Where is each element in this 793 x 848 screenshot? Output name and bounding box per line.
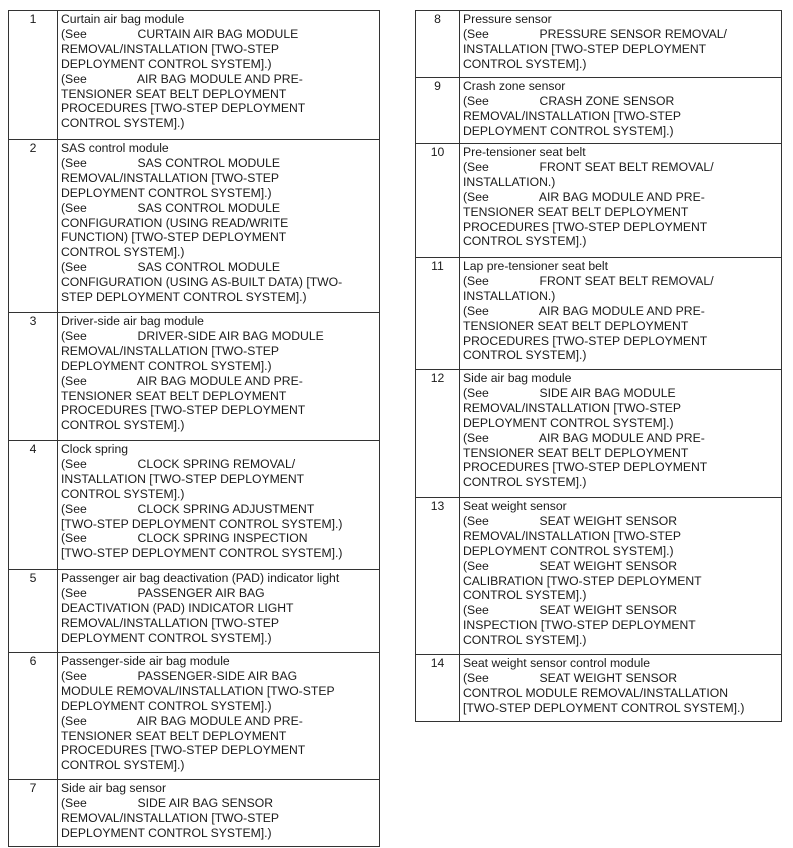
table-row — [9, 313, 380, 441]
table-row — [9, 780, 380, 847]
reference-line: INSPECTION [TWO-STEP DEPLOYMENT — [463, 618, 696, 633]
reference-line[interactable]: (See SEAT WEIGHT SENSOR — [463, 513, 678, 528]
item-description — [58, 441, 380, 570]
item-title: Side air bag module — [463, 371, 572, 385]
item-title: Clock spring — [61, 442, 129, 456]
reference-line: DEPLOYMENT CONTROL SYSTEM].) — [463, 415, 674, 430]
reference-line[interactable]: (See SEAT WEIGHT SENSOR — [463, 603, 678, 618]
item-description — [460, 370, 782, 498]
reference-line: STEP DEPLOYMENT CONTROL SYSTEM].) — [61, 290, 307, 305]
reference-line: [TWO-STEP DEPLOYMENT CONTROL SYSTEM].) — [463, 700, 745, 715]
reference-line: TENSIONER SEAT BELT DEPLOYMENT — [463, 445, 689, 460]
item-number: 7 — [9, 780, 58, 847]
reference-line[interactable]: (See DRIVER-SIDE AIR BAG MODULE — [61, 328, 324, 343]
item-title: Passenger air bag deactivation (PAD) indicator light — [61, 571, 340, 585]
item-title: Driver-side air bag module — [61, 314, 204, 328]
reference-line: REMOVAL/INSTALLATION [TWO-STEP — [61, 170, 280, 185]
item-title: Curtain air bag module — [61, 12, 185, 26]
reference-line[interactable]: (See SEAT WEIGHT SENSOR — [463, 670, 678, 685]
reference-line: PROCEDURES [TWO-STEP DEPLOYMENT — [61, 403, 306, 418]
reference-line: INSTALLATION [TWO-STEP DEPLOYMENT — [463, 41, 707, 56]
reference-line: DEPLOYMENT CONTROL SYSTEM].) — [61, 698, 272, 713]
reference-line[interactable]: (See CLOCK SPRING INSPECTION — [61, 531, 308, 546]
item-description — [58, 11, 380, 140]
reference-line: INSTALLATION.) — [463, 288, 556, 303]
reference-line: TENSIONER SEAT BELT DEPLOYMENT — [463, 318, 689, 333]
table-row — [416, 78, 782, 144]
reference-line: TENSIONER SEAT BELT DEPLOYMENT — [61, 86, 287, 101]
item-number: 1 — [9, 11, 58, 140]
reference-line[interactable]: (See AIR BAG MODULE AND PRE- — [463, 430, 705, 445]
reference-line[interactable]: (See SAS CONTROL MODULE — [61, 155, 280, 170]
table-row — [416, 370, 782, 498]
reference-line[interactable]: (See SIDE AIR BAG SENSOR — [61, 795, 273, 810]
reference-line: PROCEDURES [TWO-STEP DEPLOYMENT — [463, 460, 708, 475]
reference-line[interactable]: (See AIR BAG MODULE AND PRE- — [61, 71, 303, 86]
table-row — [9, 11, 380, 140]
reference-line: CONFIGURATION (USING READ/WRITE — [61, 215, 289, 230]
reference-line: CONTROL SYSTEM].) — [463, 234, 587, 249]
item-number: 3 — [9, 313, 58, 441]
reference-line: PROCEDURES [TWO-STEP DEPLOYMENT — [61, 101, 306, 116]
item-title: Lap pre-tensioner seat belt — [463, 259, 608, 273]
reference-line[interactable]: (See SAS CONTROL MODULE — [61, 260, 280, 275]
reference-line[interactable]: (See SIDE AIR BAG MODULE — [463, 385, 676, 400]
table-row — [416, 11, 782, 78]
reference-line: [TWO-STEP DEPLOYMENT CONTROL SYSTEM].) — [61, 546, 343, 561]
reference-line: DEACTIVATION (PAD) INDICATOR LIGHT — [61, 600, 294, 615]
reference-line: DEPLOYMENT CONTROL SYSTEM].) — [61, 630, 272, 645]
reference-line[interactable]: (See PASSENGER AIR BAG — [61, 585, 265, 600]
reference-line: DEPLOYMENT CONTROL SYSTEM].) — [463, 543, 674, 558]
reference-line[interactable]: (See SAS CONTROL MODULE — [61, 200, 280, 215]
reference-line: CONTROL SYSTEM].) — [463, 348, 587, 363]
reference-line: MODULE REMOVAL/INSTALLATION [TWO-STEP — [61, 683, 335, 698]
reference-line: CONTROL SYSTEM].) — [463, 588, 587, 603]
table-row — [416, 498, 782, 655]
reference-line[interactable]: (See CRASH ZONE SENSOR — [463, 93, 675, 108]
table-row — [9, 140, 380, 313]
item-title: Pre-tensioner seat belt — [463, 145, 586, 159]
item-description — [58, 313, 380, 441]
table-row — [9, 441, 380, 570]
reference-line: CONTROL SYSTEM].) — [61, 758, 185, 773]
item-number: 2 — [9, 140, 58, 313]
item-number: 8 — [416, 11, 460, 78]
reference-line: REMOVAL/INSTALLATION [TWO-STEP — [61, 810, 280, 825]
item-title: Seat weight sensor control module — [463, 656, 650, 670]
reference-line[interactable]: (See CURTAIN AIR BAG MODULE — [61, 26, 299, 41]
table-row — [9, 570, 380, 653]
reference-line[interactable]: (See FRONT SEAT BELT REMOVAL/ — [463, 273, 714, 288]
reference-line: REMOVAL/INSTALLATION [TWO-STEP — [463, 528, 682, 543]
reference-line[interactable]: (See SEAT WEIGHT SENSOR — [463, 558, 678, 573]
item-description — [460, 655, 782, 722]
table-row — [9, 653, 380, 780]
item-description — [460, 258, 782, 370]
item-description — [58, 653, 380, 780]
item-number: 12 — [416, 370, 460, 498]
reference-line: PROCEDURES [TWO-STEP DEPLOYMENT — [61, 743, 306, 758]
table-row — [416, 258, 782, 370]
reference-line: REMOVAL/INSTALLATION [TWO-STEP — [61, 343, 280, 358]
item-description — [58, 570, 380, 653]
reference-line: REMOVAL/INSTALLATION [TWO-STEP — [463, 108, 682, 123]
reference-line[interactable]: (See FRONT SEAT BELT REMOVAL/ — [463, 159, 714, 174]
item-description — [460, 11, 782, 78]
reference-line[interactable]: (See CLOCK SPRING ADJUSTMENT — [61, 501, 315, 516]
reference-line: FUNCTION) [TWO-STEP DEPLOYMENT — [61, 230, 287, 245]
reference-line: CONTROL SYSTEM].) — [61, 116, 185, 131]
reference-line: CONTROL MODULE REMOVAL/INSTALLATION — [463, 685, 729, 700]
reference-line: DEPLOYMENT CONTROL SYSTEM].) — [61, 825, 272, 840]
reference-line: CONTROL SYSTEM].) — [463, 633, 587, 648]
reference-line: CONTROL SYSTEM].) — [463, 56, 587, 71]
item-description — [58, 780, 380, 847]
item-number: 11 — [416, 258, 460, 370]
item-number: 14 — [416, 655, 460, 722]
reference-line: DEPLOYMENT CONTROL SYSTEM].) — [61, 358, 272, 373]
reference-line: TENSIONER SEAT BELT DEPLOYMENT — [463, 204, 689, 219]
reference-line: CONTROL SYSTEM].) — [61, 418, 185, 433]
item-number: 10 — [416, 144, 460, 258]
reference-line: PROCEDURES [TWO-STEP DEPLOYMENT — [463, 333, 708, 348]
item-description — [460, 78, 782, 144]
item-number: 5 — [9, 570, 58, 653]
reference-line: TENSIONER SEAT BELT DEPLOYMENT — [61, 388, 287, 403]
item-number: 9 — [416, 78, 460, 144]
reference-line[interactable]: (See PASSENGER-SIDE AIR BAG — [61, 668, 298, 683]
reference-line[interactable]: (See PRESSURE SENSOR REMOVAL/ — [463, 26, 727, 41]
reference-line: CONFIGURATION (USING AS-BUILT DATA) [TWO- — [61, 275, 343, 290]
reference-line: DEPLOYMENT CONTROL SYSTEM].) — [61, 56, 272, 71]
reference-line: DEPLOYMENT CONTROL SYSTEM].) — [61, 185, 272, 200]
item-title: Pressure sensor — [463, 12, 552, 26]
reference-line: CONTROL SYSTEM].) — [61, 486, 185, 501]
reference-line: CONTROL SYSTEM].) — [61, 245, 185, 260]
reference-line: REMOVAL/INSTALLATION [TWO-STEP — [61, 615, 280, 630]
reference-line: INSTALLATION.) — [463, 174, 556, 189]
reference-line[interactable]: (See CLOCK SPRING REMOVAL/ — [61, 456, 296, 471]
item-title: Crash zone sensor — [463, 79, 566, 93]
reference-line: TENSIONER SEAT BELT DEPLOYMENT — [61, 728, 287, 743]
table-row — [416, 655, 782, 722]
item-number: 4 — [9, 441, 58, 570]
item-description — [460, 498, 782, 655]
item-number: 6 — [9, 653, 58, 780]
reference-line: CALIBRATION [TWO-STEP DEPLOYMENT — [463, 573, 702, 588]
item-number: 13 — [416, 498, 460, 655]
reference-line: [TWO-STEP DEPLOYMENT CONTROL SYSTEM].) — [61, 516, 343, 531]
reference-line[interactable]: (See AIR BAG MODULE AND PRE- — [463, 189, 705, 204]
reference-line: REMOVAL/INSTALLATION [TWO-STEP — [463, 400, 682, 415]
item-title: Passenger-side air bag module — [61, 654, 230, 668]
item-title: Seat weight sensor — [463, 499, 567, 513]
item-description — [58, 140, 380, 313]
parts-table-left — [8, 10, 380, 847]
reference-line[interactable]: (See AIR BAG MODULE AND PRE- — [61, 713, 303, 728]
item-description — [460, 144, 782, 258]
table-row — [416, 144, 782, 258]
reference-line[interactable]: (See AIR BAG MODULE AND PRE- — [61, 373, 303, 388]
reference-line[interactable]: (See AIR BAG MODULE AND PRE- — [463, 303, 705, 318]
reference-line: INSTALLATION [TWO-STEP DEPLOYMENT — [61, 471, 305, 486]
parts-table-right — [415, 10, 782, 722]
reference-line: PROCEDURES [TWO-STEP DEPLOYMENT — [463, 219, 708, 234]
reference-line: REMOVAL/INSTALLATION [TWO-STEP — [61, 41, 280, 56]
reference-line: DEPLOYMENT CONTROL SYSTEM].) — [463, 123, 674, 138]
item-title: Side air bag sensor — [61, 781, 167, 795]
reference-line: CONTROL SYSTEM].) — [463, 475, 587, 490]
item-title: SAS control module — [61, 141, 169, 155]
